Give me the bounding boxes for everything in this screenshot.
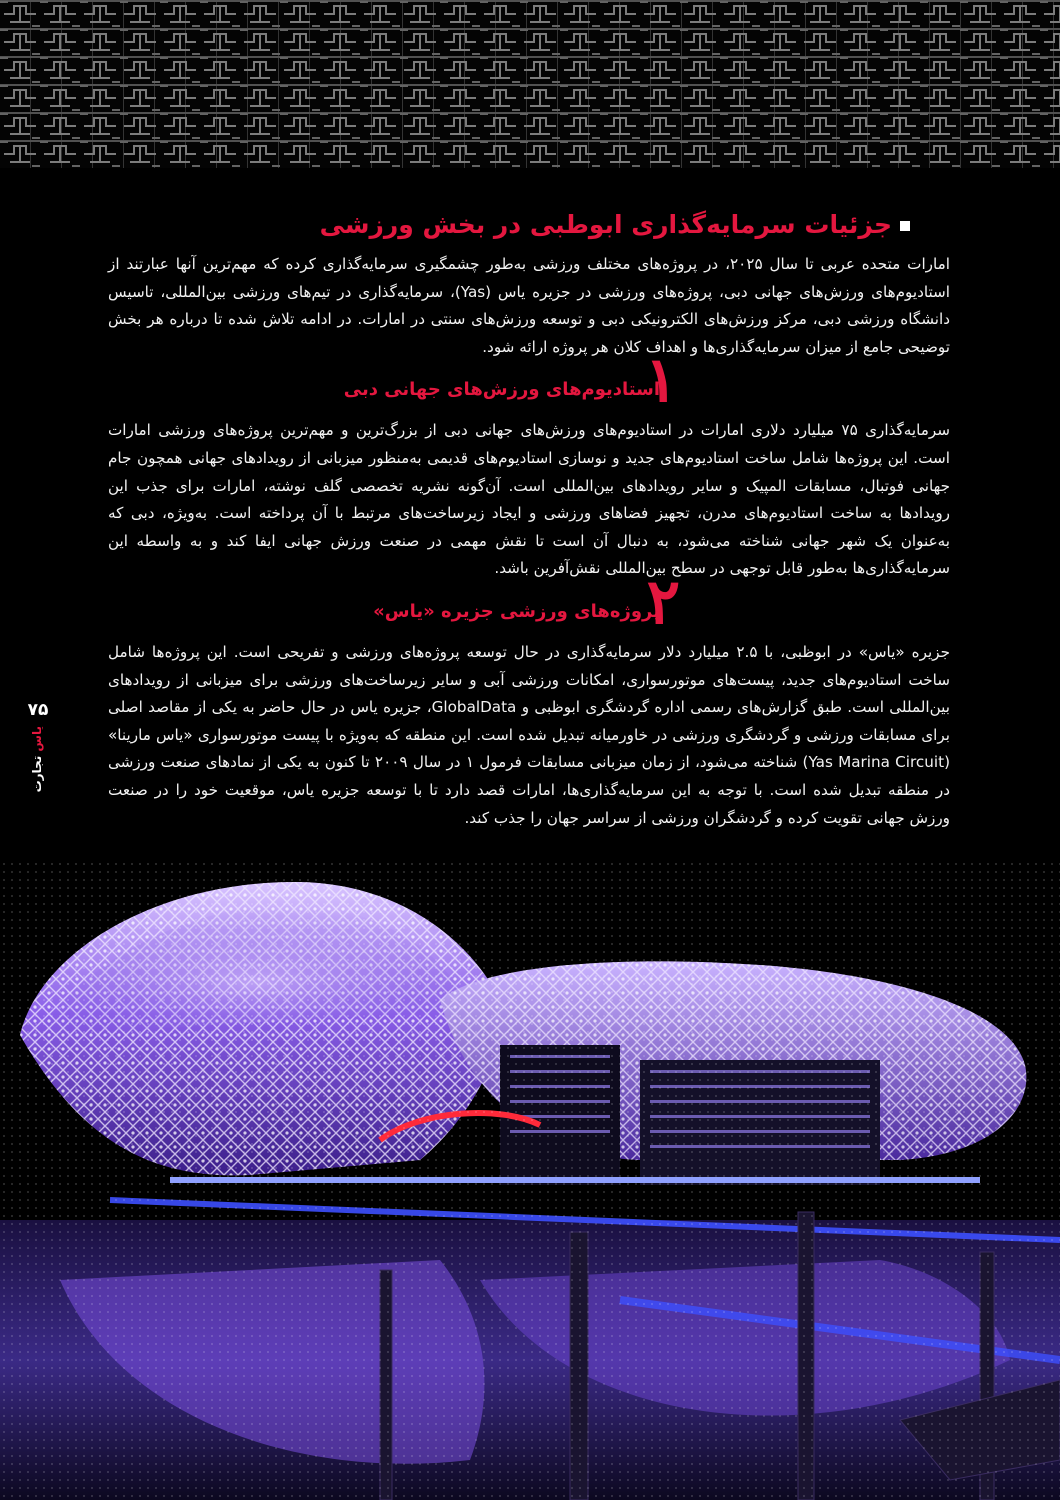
decorative-pattern-band xyxy=(0,0,1060,168)
section-body-2: جزیره «یاس» در ابوظبی، با ۲.۵ میلیارد دلار سرمایه‌گذاری در حال توسعه پروژه‌های ورزشی و تفریحی است. این پروژه‌ها شامل ساخت استادیوم‌های جدید، پیست‌های موتورسواری، امکانات ورزشی آبی و سایر زیرساخت‌های ورزشی برای میزبانی از رویدادهای بین‌المللی است. طبق گزارش‌های رسمی اداره گردشگری ابوظبی و GlobalData، جزیره یاس در حال حاضر به یکی از مقاصد اصلی برای مسابقات ورزشی و گردشگری ورزشی در خاورمیانه تبدیل شده است. این منطقه که به‌ویژه با پیست موتورسواری «یاس مارینا» (Yas Marina Circuit) شناخته می‌شود، از زمان میزبانی مسابقات فرمول ۱ در سال ۲۰۰۹ تا کنون به یکی از نمادهای صنعت ورزشی در منطقه تبدیل شده است. با توجه به این سرمایه‌گذاری‌ها، امارات قصد دارد تا با توسعه جزیره یاس، موقعیت خود را در صنعت ورزش جهانی تقویت کرده و گردشگران ورزشی از سراسر جهان را جذب کند. xyxy=(108,642,951,827)
magazine-logo xyxy=(24,726,50,792)
section-number-1: ۱ xyxy=(644,343,678,417)
article-title-text: جزئیات سرمایه‌گذاری ابوطبی در بخش ورزشی xyxy=(319,210,892,239)
article xyxy=(108,205,950,832)
yas-hotel-night-photo xyxy=(0,860,1060,1500)
section-title-1: استادیوم‌های ورزش‌های جهانی دبی xyxy=(343,379,660,401)
section-number-2: ۲ xyxy=(646,564,680,638)
section-heading-2 xyxy=(108,564,950,639)
section-body-1: سرمایه‌گذاری ۷۵ میلیارد دلاری امارات در استادیوم‌های ورزش‌های جهانی دبی از بزرگ‌ترین و مهم‌ترین پروژه‌های ورزشی امارات است. این پروژه‌ها شامل ساخت استادیوم‌های جدید و نوسازی استادیوم‌های قدیمی به‌منظور میزبانی از رویدادهای جهانی همچون جام جهانی فوتبال، مسابقات المپیک و سایر رویدادهای بین‌المللی است. آن‌گونه نشریه تخصصی گلف نوشته، امارات برای جذب این رویدادها به ساخت استادیوم‌های مدرن، تجهیز فضاهای ورزشی و ایجاد زیرساخت‌های مرتبط با آن پرداخته است. به‌ویژه، دبی که به‌عنوان یک شهر جهانی شناخته می‌شود، به دنبال آن است تا نقش مهمی در صنعت ورزش جهانی ایفا کند و به واسطه این سرمایه‌گذاری‌ها به‌طور قابل توجهی در سطح بین‌المللی نقش‌آفرین باشد. xyxy=(108,421,951,578)
intro-paragraph: امارات متحده عربی تا سال ۲۰۲۵، در پروژه‌های مختلف ورزشی به‌طور چشمگیری سرمایه‌گذاری کرده که مهم‌ترین آنها عبارتند از استادیوم‌های ورزش‌های جهانی دبی، پروژه‌های ورزشی در جزیره یاس (Yas)، سرمایه‌گذاری در تیم‌های ورزشی بین‌المللی، تاسیس دانشگاه ورزشی دبی، مرکز ورزش‌های الکترونیکی دبی و توسعه ورزش‌های سنتی در امارات. در ادامه تلاش شده تا درباره هر بخش توضیحی جامع از میزان سرمایه‌گذاری‌ها و اهداف کلان هر پروژه ارائه شود. xyxy=(108,255,950,356)
section-title-2: پروژه‌های ورزشی جزیره «یاس» xyxy=(373,600,660,622)
page-number: ۷۵ xyxy=(27,700,49,720)
square-bullet-icon xyxy=(900,221,910,231)
magazine-name-part1: تجارت xyxy=(30,755,44,793)
magazine-name-part2: یاس xyxy=(30,725,44,752)
section-heading-1 xyxy=(108,343,950,417)
article-title xyxy=(108,205,950,245)
geometric-knot-pattern xyxy=(0,0,1060,168)
